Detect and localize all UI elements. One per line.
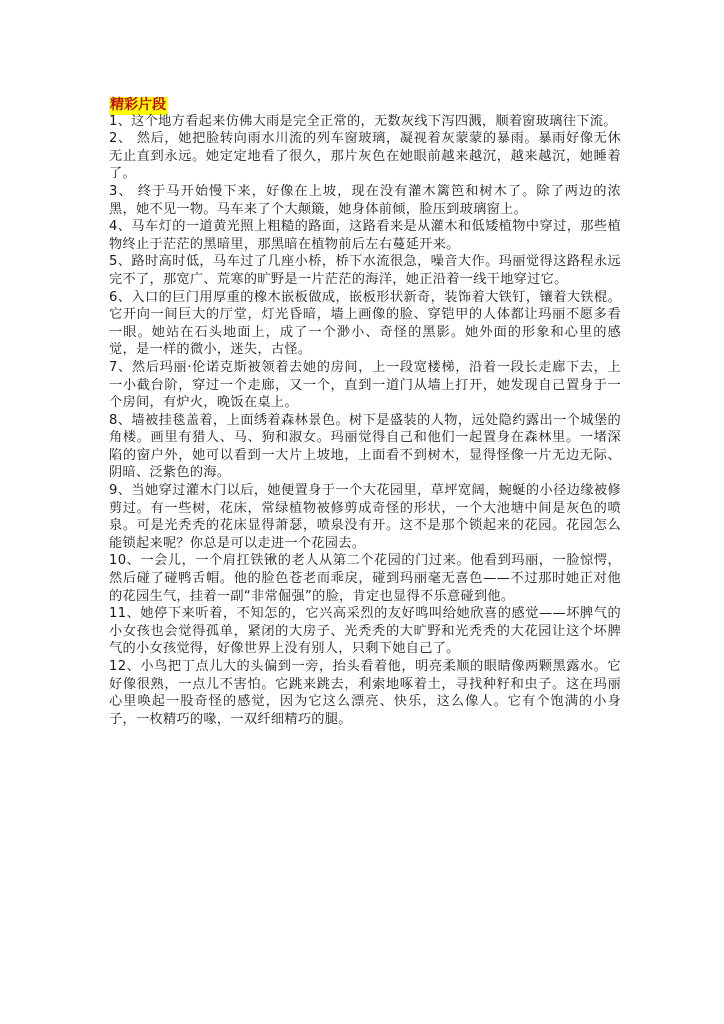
paragraph-10: 10、一会儿，一个肩扛铁锹的老人从第二个花园的门过来。他看到玛丽，一脸惊愕，然后碰了碰鸭舌帽。他的脸色苍老而乖戾，碰到玛丽毫无喜色——不过那时她正对他的花园生气，挂着一副“非常倔强”的脸，肯定也显得不乐意碰到他。 <box>109 553 621 604</box>
paragraph-8: 8、墙被挂毯盖着，上面绣着森林景色。树下是盛装的人物，远处隐约露出一个城堡的角楼。画里有猎人、马、狗和淑女。玛丽觉得自己和他们一起置身在森林里。一堵深陷的窗户外，她可以看到一大片上坡地，上面看不到树木，显得怪像一片无边无际、阴暗、泛紫色的海。 <box>109 412 621 481</box>
paragraph-11: 11、她停下来听着，不知怎的，它兴高采烈的友好鸣叫给她欣喜的感觉——坏脾气的小女孩也会觉得孤单，紧闭的大房子、光秃秃的大旷野和光秃秃的大花园让这个坏脾气的小女孩觉得，好像世界上没有别人，只剩下她自己了。 <box>109 606 621 657</box>
heading-line <box>109 95 621 113</box>
paragraph-2: 2、 然后，她把脸转向雨水川流的列车窗玻璃，凝视着灰蒙蒙的暴雨。暴雨好像无休无止直到永远。她定定地看了很久，那片灰色在她眼前越来越沉，越来越沉，她睡着了。 <box>109 131 621 182</box>
paragraph-7: 7、然后玛丽·伦诺克斯被领着去她的房间，上一段宽楼梯，沿着一段长走廊下去，上一小截台阶，穿过一个走廊，又一个，直到一道门从墙上打开，她发现自己置身于一个房间，有炉火，晚饭在桌上。 <box>109 359 621 411</box>
paragraph-5: 5、路时高时低，马车过了几座小桥，桥下水流很急，噪音大作。玛丽觉得这路程永远完不了，那宽广、荒寒的旷野是一片茫茫的海洋，她正沿着一线干地穿过它。 <box>109 254 621 287</box>
document-page <box>109 95 621 728</box>
paragraph-1: 1、这个地方看起来仿佛大雨是完全正常的，无数灰线下泻四溅，顺着窗玻璃往下流。 <box>109 113 617 129</box>
paragraph-6: 6、入口的巨门用厚重的橡木嵌板做成，嵌板形状新奇，装饰着大铁钉，镶着大铁棍。它开向一间巨大的厅堂，灯光昏暗，墙上画像的脸、穿铠甲的人体都让玛丽不愿多看一眼。她站在石头地面上，成了一个渺小、奇怪的黑影。她外面的形象和心里的感觉，是一样的微小，迷失，古怪。 <box>109 289 621 358</box>
paragraph-12: 12、小鸟把丁点儿大的头偏到一旁，抬头看着他，明亮柔顺的眼睛像两颗黑露水。它好像很熟，一点儿不害怕。它跳来跳去，利索地啄着土，寻找种籽和虫子。这在玛丽心里唤起一股奇怪的感觉，因为它这么漂亮、快乐，这么像人。它有个饱满的小身子，一枚精巧的喙，一双纤细精巧的腿。 <box>109 659 621 727</box>
paragraph-9: 9、当她穿过灌木门以后，她便置身于一个大花园里，草坪宽阔，蜿蜒的小径边缘被修剪过。有一些树，花床，常绿植物被修剪成奇怪的形状，一个大池塘中间是灰色的喷泉。可是光秃秃的花床显得萧瑟，喷泉没有开。这不是那个锁起来的花园。花园怎么能锁起来呢？你总是可以走进一个花园去。 <box>109 483 621 551</box>
paragraph-4: 4、马车灯的一道黄光照上粗糙的路面，这路看来是从灌木和低矮植物中穿过，那些植物终止于茫茫的黑暗里，那黑暗在植物前后左右蔓延开来。 <box>109 219 621 252</box>
section-heading: 精彩片段 <box>110 97 166 113</box>
paragraph-3: 3、 终于马开始慢下来，好像在上坡，现在没有灌木篱笆和树木了。除了两边的浓黑，她不见一物。马车来了个大颠簸，她身体前倾，脸压到玻璃窗上。 <box>109 183 621 217</box>
